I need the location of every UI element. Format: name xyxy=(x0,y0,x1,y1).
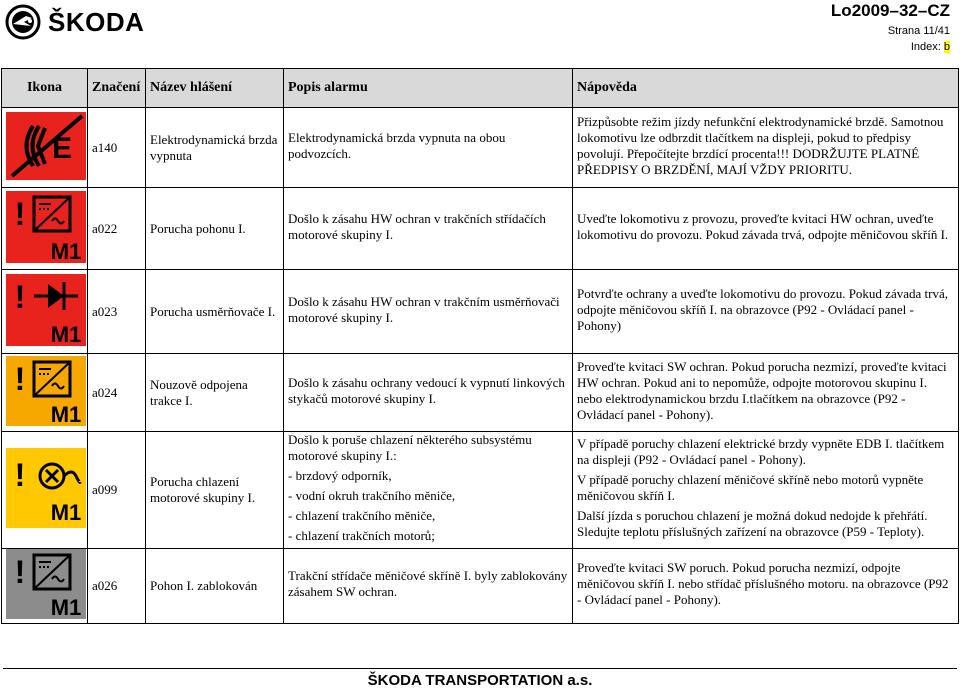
table-row xyxy=(2,432,959,549)
alarm-description xyxy=(284,549,573,624)
table-header-row xyxy=(2,69,959,108)
table-row xyxy=(2,108,959,188)
svg-text:M1: M1 xyxy=(50,321,82,346)
drive-blocked-icon xyxy=(6,549,86,619)
help-paragraph: Další jízda s poruchou chlazení je možná dokud nedojde k přehřátí. Sledujte teplotu příslušných zařízení na obrazovce (P59 - Teploty). xyxy=(577,508,928,539)
description-line: Došlo k zásahu HW ochran v trakčním usměrňovači motorové skupiny I. xyxy=(288,293,560,325)
alarm-code: a022 xyxy=(88,188,146,270)
svg-text:M1: M1 xyxy=(50,238,82,263)
description-line: Došlo k zásahu HW ochran v trakčních střídačích motorové skupiny I. xyxy=(288,210,546,242)
help-paragraph: Uveďte lokomotivu z provozu, proveďte kvitaci HW ochran, uveďte lokomotivu do provozu. Pokud závada trvá, odpojte měničovou skříň I. xyxy=(577,210,949,242)
description-line: Trakční střídače měničové skříně I. byly zablokovány zásahem SW ochran. xyxy=(288,568,568,599)
svg-text:!: ! xyxy=(14,278,26,315)
footer-divider xyxy=(3,668,957,669)
alarm-code: a140 xyxy=(88,108,146,188)
rectifier-fault-icon xyxy=(6,274,86,346)
alarm-help xyxy=(573,549,959,624)
svg-text:M1: M1 xyxy=(50,595,82,619)
svg-text:E: E xyxy=(51,131,73,165)
svg-text:!: ! xyxy=(14,195,26,232)
index-value: b xyxy=(943,41,950,53)
alarm-help xyxy=(573,270,959,354)
description-line: - chlazení trakčních motorů; xyxy=(288,528,435,543)
inverter-fault-icon xyxy=(6,191,86,263)
brake-disabled-icon xyxy=(6,112,86,180)
cooling-fault-icon xyxy=(6,448,86,528)
icon-cell xyxy=(2,432,88,549)
help-paragraph: Potvrďte ochrany a uveďte lokomotivu do provozu. Pokud závada trvá, odpojte měničovou skříň I. na obrazovce (P92 - Ovládací panel - Pohony) xyxy=(577,285,948,333)
description-line: - brzdový odporník, xyxy=(288,468,392,483)
help-paragraph: Proveďte kvitaci SW poruch. Pokud porucha nezmizí, odpojte měničovou skříň I. nebo střídač příslušného motoru. na obrazovce (P92 - Ovládací panel - Pohony). xyxy=(577,560,949,607)
help-paragraph: V případě poruchy chlazení měničové skříně nebo motorů vypněte měničovou skříň I. xyxy=(577,472,924,503)
alarm-description xyxy=(284,270,573,354)
description-line: Došlo k zásahu ochrany vedoucí k vypnutí linkových stykačů motorové skupiny I. xyxy=(288,374,565,406)
alarm-name: Porucha chlazení motorové skupiny I. xyxy=(146,432,284,549)
alarm-name: Porucha pohonu I. xyxy=(146,188,284,270)
skoda-logo xyxy=(4,4,144,40)
alarm-description xyxy=(284,354,573,432)
alarm-name: Pohon I. zablokován xyxy=(146,549,284,624)
table-row xyxy=(2,549,959,624)
column-header-name: Název hlášení xyxy=(146,69,284,108)
alarm-code: a099 xyxy=(88,432,146,549)
brand-name: ŠKODA xyxy=(48,6,145,37)
svg-text:M1: M1 xyxy=(50,401,82,426)
svg-text:M1: M1 xyxy=(50,500,82,525)
svg-text:!: ! xyxy=(14,554,26,590)
alarm-help xyxy=(573,354,959,432)
column-header-code: Značení xyxy=(88,69,146,108)
description-line: - vodní okruh trakčního měniče, xyxy=(288,488,456,503)
help-paragraph: Proveďte kvitaci SW ochran. Pokud porucha nezmizí, proveďte kvitaci HW ochran. Pokud ani to nepomůže, odpojte motorovou skupinu I. nebo elektrodynamickou brzdu I.tlačítkem na obrazovce (P92 - Ovládací panel - Pohony). xyxy=(577,358,947,422)
alarm-name: Nouzově odpojena trakce I. xyxy=(146,354,284,432)
column-header-icon: Ikona xyxy=(2,69,88,108)
alarm-name: Porucha usměrňovače I. xyxy=(146,270,284,354)
icon-cell xyxy=(2,188,88,270)
alarm-table xyxy=(1,68,959,624)
index-label-line xyxy=(911,41,950,53)
page-header xyxy=(0,0,960,60)
alarm-help xyxy=(573,108,959,188)
footer-company: ŠKODA TRANSPORTATION a.s. xyxy=(367,672,593,689)
skoda-arrow-icon xyxy=(4,4,44,40)
description-line: Došlo k poruše chlazení některého subsystému motorové skupiny I.: xyxy=(288,432,532,463)
table-row xyxy=(2,188,959,270)
traction-disconnected-icon xyxy=(6,356,86,426)
help-paragraph: V případě poruchy chlazení elektrické brzdy vypněte EDB I. tlačítkem na displeji (P92 - Ovládací panel - Pohony). xyxy=(577,436,945,467)
alarm-code: a023 xyxy=(88,270,146,354)
alarm-code: a026 xyxy=(88,549,146,624)
table-row xyxy=(2,270,959,354)
alarm-help xyxy=(573,188,959,270)
alarm-description xyxy=(284,432,573,549)
icon-cell xyxy=(2,549,88,624)
alarm-help xyxy=(573,432,959,549)
icon-cell xyxy=(2,354,88,432)
alarm-description xyxy=(284,188,573,270)
table-row xyxy=(2,354,959,432)
icon-cell xyxy=(2,108,88,188)
description-line: Elektrodynamická brzda vypnuta na obou podvozcích. xyxy=(288,129,506,161)
column-header-help: Nápověda xyxy=(573,69,959,108)
alarm-description xyxy=(284,108,573,188)
description-line: - chlazení trakčního měniče, xyxy=(288,508,436,523)
document-id: Lo2009–32–CZ xyxy=(830,1,950,20)
column-header-description: Popis alarmu xyxy=(284,69,573,108)
svg-text:!: ! xyxy=(14,457,26,493)
alarm-code: a024 xyxy=(88,354,146,432)
index-label: Index: xyxy=(910,41,941,53)
alarm-name: Elektrodynamická brzda vypnuta xyxy=(146,108,284,188)
page-number: Strana 11/41 xyxy=(887,25,950,37)
icon-cell xyxy=(2,270,88,354)
svg-text:!: ! xyxy=(14,360,26,397)
help-paragraph: Přizpůsobte režim jízdy nefunkční elektrodynamické brzdě. Samotnou lokomotivu lze odbrzdit tlačítkem na displeji, pokud to předpisy povolují. Přepočítejte brzdící procenta!!! DODRŽUJTE PLATNÉ PŘEDPISY O BRZDĚNÍ, MAJÍ VŽDY PRIORITU. xyxy=(577,113,944,177)
